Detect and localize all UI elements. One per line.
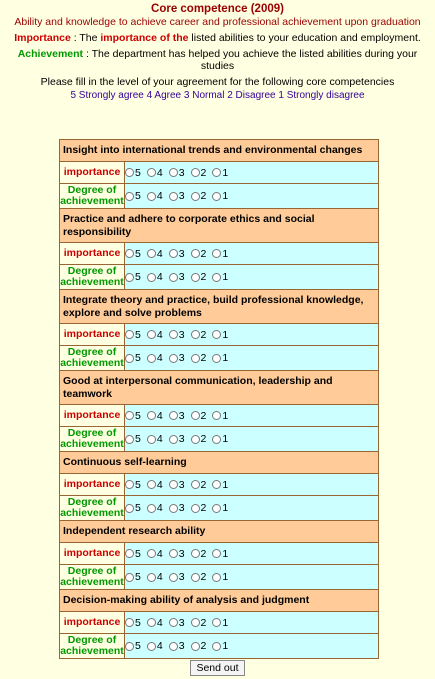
importance-definition bbox=[0, 32, 435, 44]
achievement-option[interactable] bbox=[147, 190, 163, 202]
achievement-option[interactable] bbox=[125, 271, 141, 283]
achievement-option[interactable] bbox=[191, 352, 207, 364]
radio-button[interactable] bbox=[147, 411, 156, 420]
survey-header bbox=[0, 3, 435, 102]
importance-options bbox=[125, 543, 379, 565]
achievement-definition bbox=[0, 48, 435, 72]
radio-button[interactable] bbox=[147, 504, 156, 513]
question-text: Continuous self-learning bbox=[60, 452, 379, 474]
radio-button[interactable] bbox=[212, 642, 221, 651]
option-value: 4 bbox=[156, 247, 163, 260]
option-value: 4 bbox=[156, 166, 163, 179]
question-row bbox=[60, 140, 379, 162]
option-value: 3 bbox=[178, 571, 185, 583]
radio-button[interactable] bbox=[212, 168, 221, 177]
importance-option[interactable] bbox=[191, 548, 207, 560]
achievement-option[interactable] bbox=[191, 571, 207, 583]
option-value: 3 bbox=[178, 352, 185, 364]
importance-label: importance bbox=[60, 543, 125, 565]
radio-button[interactable] bbox=[212, 192, 221, 201]
importance-options bbox=[125, 474, 379, 496]
importance-option[interactable] bbox=[169, 617, 185, 629]
option-value: 4 bbox=[156, 328, 163, 341]
achievement-option[interactable] bbox=[212, 502, 228, 514]
option-value: 1 bbox=[222, 352, 229, 364]
option-value: 4 bbox=[156, 352, 163, 364]
radio-button[interactable] bbox=[191, 249, 200, 258]
importance-options bbox=[125, 243, 379, 265]
submit-area bbox=[0, 658, 435, 676]
radio-button[interactable] bbox=[169, 249, 178, 258]
option-value: 3 bbox=[178, 616, 185, 629]
option-value: 2 bbox=[200, 352, 207, 364]
radio-button[interactable] bbox=[125, 330, 134, 339]
achievement-option[interactable] bbox=[191, 433, 207, 445]
achievement-option[interactable] bbox=[169, 640, 185, 652]
option-value: 3 bbox=[178, 547, 185, 560]
option-value: 5 bbox=[135, 433, 141, 445]
achievement-option[interactable] bbox=[212, 571, 228, 583]
option-value: 3 bbox=[178, 328, 185, 341]
radio-button[interactable] bbox=[212, 354, 221, 363]
importance-option[interactable] bbox=[147, 167, 163, 179]
radio-button[interactable] bbox=[125, 411, 134, 420]
radio-button[interactable] bbox=[169, 168, 178, 177]
radio-button[interactable] bbox=[147, 435, 156, 444]
option-value: 2 bbox=[200, 547, 207, 560]
option-value: 2 bbox=[200, 190, 207, 202]
option-value: 4 bbox=[156, 547, 163, 560]
importance-label: importance bbox=[60, 474, 125, 496]
radio-button[interactable] bbox=[191, 642, 200, 651]
achievement-option[interactable] bbox=[191, 640, 207, 652]
achievement-label: Degree of achievement bbox=[60, 427, 124, 450]
importance-label: importance bbox=[60, 243, 125, 265]
achievement-option[interactable] bbox=[212, 640, 228, 652]
importance-def-strong: importance of the bbox=[100, 32, 189, 44]
option-value: 5 bbox=[135, 547, 141, 560]
page-subtitle: Ability and knowledge to achieve career and professional achievement upon graduation bbox=[14, 16, 421, 28]
importance-option[interactable] bbox=[191, 410, 207, 422]
importance-option[interactable] bbox=[191, 617, 207, 629]
option-value: 5 bbox=[135, 190, 141, 202]
achievement-option[interactable] bbox=[147, 433, 163, 445]
achievement-option[interactable] bbox=[191, 190, 207, 202]
achievement-options bbox=[125, 184, 379, 209]
radio-button[interactable] bbox=[212, 573, 221, 582]
option-value: 4 bbox=[156, 640, 163, 652]
radio-button[interactable] bbox=[147, 642, 156, 651]
option-value: 2 bbox=[200, 433, 207, 445]
radio-button[interactable] bbox=[125, 249, 134, 258]
radio-button[interactable] bbox=[191, 549, 200, 558]
achievement-options bbox=[125, 496, 379, 521]
achievement-option[interactable] bbox=[212, 352, 228, 364]
importance-option[interactable] bbox=[212, 329, 228, 341]
importance-option[interactable] bbox=[169, 479, 185, 491]
scale-legend: 5 Strongly agree 4 Agree 3 Normal 2 Disagree 1 Strongly disagree bbox=[70, 90, 365, 101]
option-value: 5 bbox=[135, 328, 141, 341]
radio-button[interactable] bbox=[169, 411, 178, 420]
option-value: 1 bbox=[222, 433, 229, 445]
radio-button[interactable] bbox=[169, 573, 178, 582]
radio-button[interactable] bbox=[191, 192, 200, 201]
achievement-option[interactable] bbox=[169, 352, 185, 364]
radio-button[interactable] bbox=[212, 330, 221, 339]
radio-button[interactable] bbox=[169, 480, 178, 489]
question-text: Independent research ability bbox=[60, 521, 379, 543]
achievement-option[interactable] bbox=[169, 502, 185, 514]
question-row bbox=[60, 521, 379, 543]
option-value: 3 bbox=[178, 166, 185, 179]
importance-term: Importance bbox=[14, 32, 71, 44]
achievement-label: Degree of achievement bbox=[60, 565, 124, 588]
importance-option[interactable] bbox=[147, 248, 163, 260]
option-value: 1 bbox=[222, 547, 229, 560]
importance-options bbox=[125, 612, 379, 634]
survey-table bbox=[59, 139, 379, 659]
option-value: 1 bbox=[222, 271, 229, 283]
achievement-row bbox=[60, 427, 379, 452]
radio-button[interactable] bbox=[191, 618, 200, 627]
importance-option[interactable] bbox=[147, 410, 163, 422]
question-text: Practice and adhere to corporate ethics and social responsibility bbox=[60, 209, 379, 243]
importance-row bbox=[60, 243, 379, 265]
option-value: 2 bbox=[200, 328, 207, 341]
achievement-option[interactable] bbox=[125, 190, 141, 202]
importance-option[interactable] bbox=[147, 617, 163, 629]
instruction-text: Please fill in the level of your agreement for the following core competencies bbox=[40, 76, 395, 88]
achievement-option[interactable] bbox=[191, 271, 207, 283]
importance-option[interactable] bbox=[125, 479, 141, 491]
achievement-option[interactable] bbox=[147, 571, 163, 583]
achievement-label: Degree of achievement bbox=[60, 184, 124, 207]
importance-option[interactable] bbox=[169, 410, 185, 422]
achievement-option[interactable] bbox=[169, 433, 185, 445]
option-value: 3 bbox=[178, 478, 185, 491]
radio-button[interactable] bbox=[147, 249, 156, 258]
option-value: 2 bbox=[200, 166, 207, 179]
radio-button[interactable] bbox=[125, 573, 134, 582]
option-value: 3 bbox=[178, 409, 185, 422]
importance-label: importance bbox=[60, 162, 125, 184]
importance-option[interactable] bbox=[125, 248, 141, 260]
send-out-button[interactable]: Send out bbox=[190, 660, 244, 676]
option-value: 4 bbox=[156, 190, 163, 202]
option-value: 2 bbox=[200, 571, 207, 583]
option-value: 5 bbox=[135, 640, 141, 652]
radio-button[interactable] bbox=[147, 618, 156, 627]
importance-option[interactable] bbox=[125, 548, 141, 560]
radio-button[interactable] bbox=[212, 435, 221, 444]
achievement-option[interactable] bbox=[212, 433, 228, 445]
option-value: 3 bbox=[178, 190, 185, 202]
option-value: 5 bbox=[135, 502, 141, 514]
achievement-option[interactable] bbox=[125, 433, 141, 445]
question-text: Insight into international trends and environmental changes bbox=[60, 140, 379, 162]
importance-option[interactable] bbox=[212, 479, 228, 491]
achievement-option[interactable] bbox=[147, 352, 163, 364]
option-value: 4 bbox=[156, 433, 163, 445]
importance-row bbox=[60, 162, 379, 184]
importance-option[interactable] bbox=[212, 248, 228, 260]
importance-option[interactable] bbox=[125, 617, 141, 629]
radio-button[interactable] bbox=[169, 330, 178, 339]
radio-button[interactable] bbox=[191, 273, 200, 282]
radio-button[interactable] bbox=[125, 168, 134, 177]
importance-option[interactable] bbox=[212, 410, 228, 422]
option-value: 4 bbox=[156, 478, 163, 491]
option-value: 2 bbox=[200, 409, 207, 422]
question-row bbox=[60, 452, 379, 474]
option-value: 3 bbox=[178, 271, 185, 283]
option-value: 3 bbox=[178, 640, 185, 652]
importance-options bbox=[125, 324, 379, 346]
importance-option[interactable] bbox=[147, 329, 163, 341]
achievement-option[interactable] bbox=[191, 502, 207, 514]
importance-def-text: : The bbox=[70, 32, 101, 44]
radio-button[interactable] bbox=[125, 192, 134, 201]
option-value: 1 bbox=[222, 502, 229, 514]
achievement-option[interactable] bbox=[169, 190, 185, 202]
option-value: 1 bbox=[222, 640, 229, 652]
radio-button[interactable] bbox=[169, 549, 178, 558]
radio-button[interactable] bbox=[212, 273, 221, 282]
radio-button[interactable] bbox=[212, 249, 221, 258]
option-value: 2 bbox=[200, 247, 207, 260]
importance-option[interactable] bbox=[125, 329, 141, 341]
importance-option[interactable] bbox=[125, 167, 141, 179]
radio-button[interactable] bbox=[125, 618, 134, 627]
importance-option[interactable] bbox=[169, 329, 185, 341]
option-value: 5 bbox=[135, 616, 141, 629]
importance-option[interactable] bbox=[147, 548, 163, 560]
importance-row bbox=[60, 543, 379, 565]
radio-button[interactable] bbox=[191, 411, 200, 420]
option-value: 1 bbox=[222, 190, 229, 202]
radio-button[interactable] bbox=[169, 192, 178, 201]
radio-button[interactable] bbox=[212, 549, 221, 558]
option-value: 5 bbox=[135, 166, 141, 179]
radio-button[interactable] bbox=[212, 411, 221, 420]
radio-button[interactable] bbox=[125, 642, 134, 651]
question-row bbox=[60, 590, 379, 612]
radio-button[interactable] bbox=[147, 192, 156, 201]
option-value: 1 bbox=[222, 166, 229, 179]
option-value: 3 bbox=[178, 247, 185, 260]
option-value: 1 bbox=[222, 328, 229, 341]
importance-option[interactable] bbox=[147, 479, 163, 491]
importance-option[interactable] bbox=[169, 548, 185, 560]
option-value: 2 bbox=[200, 640, 207, 652]
question-text: Integrate theory and practice, build professional knowledge, explore and solve problems bbox=[60, 290, 379, 324]
page-title: Core competence (2009) bbox=[151, 3, 284, 15]
radio-button[interactable] bbox=[191, 354, 200, 363]
achievement-row bbox=[60, 634, 379, 659]
achievement-row bbox=[60, 496, 379, 521]
radio-button[interactable] bbox=[147, 168, 156, 177]
achievement-option[interactable] bbox=[125, 352, 141, 364]
achievement-option[interactable] bbox=[147, 502, 163, 514]
question-row bbox=[60, 290, 379, 324]
radio-button[interactable] bbox=[125, 504, 134, 513]
achievement-label: Degree of achievement bbox=[60, 634, 124, 657]
achievement-row bbox=[60, 184, 379, 209]
option-value: 1 bbox=[222, 616, 229, 629]
achievement-options bbox=[125, 265, 379, 290]
option-value: 4 bbox=[156, 271, 163, 283]
importance-option[interactable] bbox=[191, 167, 207, 179]
importance-label: importance bbox=[60, 405, 125, 427]
option-value: 5 bbox=[135, 271, 141, 283]
achievement-options bbox=[125, 346, 379, 371]
importance-row bbox=[60, 324, 379, 346]
option-value: 5 bbox=[135, 352, 141, 364]
achievement-label: Degree of achievement bbox=[60, 496, 124, 519]
option-value: 5 bbox=[135, 247, 141, 260]
importance-row bbox=[60, 474, 379, 496]
achievement-term: Achievement bbox=[17, 48, 84, 60]
achievement-label: Degree of achievement bbox=[60, 346, 124, 369]
importance-option[interactable] bbox=[212, 167, 228, 179]
achievement-option[interactable] bbox=[212, 190, 228, 202]
importance-label: importance bbox=[60, 324, 125, 346]
radio-button[interactable] bbox=[191, 168, 200, 177]
question-row bbox=[60, 209, 379, 243]
radio-button[interactable] bbox=[191, 330, 200, 339]
importance-option[interactable] bbox=[169, 248, 185, 260]
achievement-option[interactable] bbox=[147, 640, 163, 652]
achievement-option[interactable] bbox=[169, 271, 185, 283]
radio-button[interactable] bbox=[191, 573, 200, 582]
option-value: 5 bbox=[135, 571, 141, 583]
achievement-option[interactable] bbox=[212, 271, 228, 283]
achievement-option[interactable] bbox=[125, 502, 141, 514]
option-value: 1 bbox=[222, 571, 229, 583]
radio-button[interactable] bbox=[191, 480, 200, 489]
achievement-def-text: : The department has helped you achieve the listed abilities during your studies bbox=[83, 48, 418, 72]
option-value: 4 bbox=[156, 502, 163, 514]
option-value: 1 bbox=[222, 247, 229, 260]
importance-option[interactable] bbox=[125, 410, 141, 422]
radio-button[interactable] bbox=[125, 549, 134, 558]
radio-button[interactable] bbox=[147, 273, 156, 282]
achievement-options bbox=[125, 634, 379, 659]
question-text: Decision-making ability of analysis and judgment bbox=[60, 590, 379, 612]
radio-button[interactable] bbox=[169, 642, 178, 651]
achievement-option[interactable] bbox=[125, 640, 141, 652]
option-value: 3 bbox=[178, 433, 185, 445]
option-value: 2 bbox=[200, 478, 207, 491]
importance-option[interactable] bbox=[212, 617, 228, 629]
achievement-row bbox=[60, 346, 379, 371]
option-value: 2 bbox=[200, 502, 207, 514]
radio-button[interactable] bbox=[212, 504, 221, 513]
importance-option[interactable] bbox=[191, 248, 207, 260]
achievement-option[interactable] bbox=[169, 571, 185, 583]
achievement-options bbox=[125, 565, 379, 590]
option-value: 2 bbox=[200, 271, 207, 283]
radio-button[interactable] bbox=[169, 618, 178, 627]
radio-button[interactable] bbox=[125, 273, 134, 282]
radio-button[interactable] bbox=[169, 354, 178, 363]
radio-button[interactable] bbox=[169, 435, 178, 444]
option-value: 4 bbox=[156, 409, 163, 422]
achievement-label: Degree of achievement bbox=[60, 265, 124, 288]
achievement-option[interactable] bbox=[147, 271, 163, 283]
radio-button[interactable] bbox=[212, 618, 221, 627]
radio-button[interactable] bbox=[147, 573, 156, 582]
radio-button[interactable] bbox=[212, 480, 221, 489]
importance-option[interactable] bbox=[169, 167, 185, 179]
importance-label: importance bbox=[60, 612, 125, 634]
importance-def-rest: listed abilities to your education and employment. bbox=[188, 32, 421, 44]
importance-option[interactable] bbox=[191, 329, 207, 341]
importance-option[interactable] bbox=[191, 479, 207, 491]
option-value: 5 bbox=[135, 478, 141, 491]
option-value: 1 bbox=[222, 478, 229, 491]
option-value: 3 bbox=[178, 502, 185, 514]
radio-button[interactable] bbox=[169, 504, 178, 513]
option-value: 4 bbox=[156, 616, 163, 629]
radio-button[interactable] bbox=[147, 354, 156, 363]
radio-button[interactable] bbox=[147, 480, 156, 489]
achievement-row bbox=[60, 565, 379, 590]
radio-button[interactable] bbox=[125, 480, 134, 489]
question-row bbox=[60, 371, 379, 405]
option-value: 2 bbox=[200, 616, 207, 629]
importance-option[interactable] bbox=[212, 548, 228, 560]
importance-row bbox=[60, 405, 379, 427]
option-value: 1 bbox=[222, 409, 229, 422]
radio-button[interactable] bbox=[191, 504, 200, 513]
importance-options bbox=[125, 162, 379, 184]
importance-options bbox=[125, 405, 379, 427]
achievement-options bbox=[125, 427, 379, 452]
achievement-row bbox=[60, 265, 379, 290]
option-value: 5 bbox=[135, 409, 141, 422]
achievement-option[interactable] bbox=[125, 571, 141, 583]
importance-row bbox=[60, 612, 379, 634]
question-text: Good at interpersonal communication, leadership and teamwork bbox=[60, 371, 379, 405]
option-value: 4 bbox=[156, 571, 163, 583]
radio-button[interactable] bbox=[147, 330, 156, 339]
radio-button[interactable] bbox=[125, 354, 134, 363]
radio-button[interactable] bbox=[169, 273, 178, 282]
radio-button[interactable] bbox=[191, 435, 200, 444]
radio-button[interactable] bbox=[125, 435, 134, 444]
radio-button[interactable] bbox=[147, 549, 156, 558]
